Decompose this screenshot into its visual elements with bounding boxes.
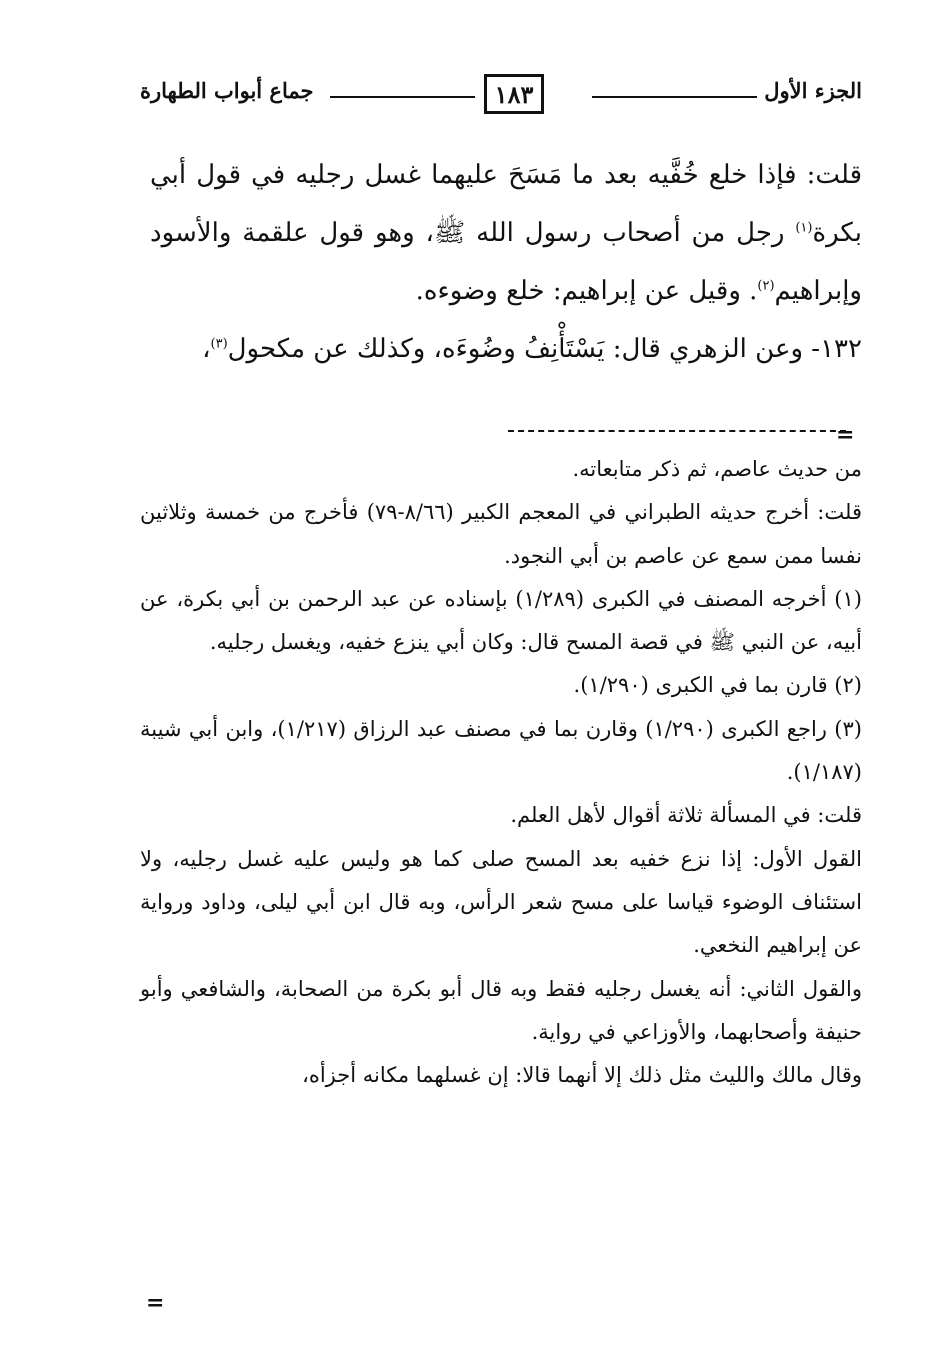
footnote-opinion-1: القول الأول: إذا نزع خفيه بعد المسح صلى كما هو وليس عليه غسل رجليه، ولا استئناف الوضوء قياسا على مسح شعر الرأس، وبه قال ابن أبي ليلى، وداود ورواية عن إبراهيم النخعي. (140, 846, 862, 958)
footnote-ref-2: (٢) (757, 278, 775, 294)
main-text-segment: والأسود وإبراهيم (150, 218, 862, 306)
footnote-1: (١) أخرجه المصنف في الكبرى (١/٢٨٩) بإسناده عن عبد الرحمن بن أبي بكرة، عن أبيه، عن النبي ﷺ في قصة المسح قال: وكان أبي ينزع خفيه، ويغسل رجليه. (140, 586, 862, 655)
page-number-box (484, 74, 544, 114)
main-text-segment: ، (202, 334, 211, 364)
footnote-ref-1: (١) (795, 220, 813, 236)
page-number: ١٨٣ (494, 79, 534, 109)
volume-label: الجزء الأول (764, 78, 862, 103)
footnote-note-intro: قلت: في المسألة ثلاثة أقوال لأهل العلم. (510, 803, 862, 828)
footnote-continuation: من حديث عاصم، ثم ذكر متابعاته. (572, 457, 862, 481)
continuation-mark-bottom: = (146, 1290, 165, 1316)
footnote-continuation: قلت: أخرج حديثه الطبراني في المعجم الكبير (٨/٦٦-٧٩) فأخرج من خمسة وثلاثين نفسا ممن سمع عن عاصم بن أبي النجود. (140, 500, 862, 568)
main-text (150, 146, 862, 378)
continuation-mark: = (836, 422, 855, 448)
main-text-segment: . وقيل عن إبراهيم: خلع وضوءه. (415, 276, 758, 306)
footnote-3: (٣) راجع الكبرى (١/٢٩٠) وقارن بما في مصنف عبد الرزاق (١/٢١٧)، وابن أبي شيبة (١/١٨٧). (140, 716, 862, 785)
footnote-opinion-3: وقال مالك والليث مثل ذلك إلا أنهما قالا: إن غسلهما مكانه أجزأه، (302, 1063, 862, 1088)
main-text-segment: رجل من أصحاب رسول الله ﷺ، وهو قول علقمة (242, 218, 796, 248)
main-paragraph-2 (150, 320, 862, 378)
main-text-segment: ١٣٢- وعن الزهري قال: يَسْتَأْنِفُ وضُوءَه، وكذلك عن مكحول (227, 334, 862, 364)
footnote-2: (٢) قارن بما في الكبرى (١/٢٩٠). (573, 673, 862, 698)
footnote-ref-3: (٣) (210, 336, 228, 352)
footnote-opinion-2: والقول الثاني: أنه يغسل رجليه فقط وبه قال أبو بكرة من الصحابة، والشافعي وأبو حنيفة وأصحابهما، والأوزاعي في رواية. (140, 976, 862, 1044)
footnote-separator (508, 430, 846, 432)
chapter-title: جماع أبواب الطهارة (140, 78, 314, 103)
header-rule-left (330, 96, 475, 98)
main-text-segment: قلت: فإذا خلع خُفَّيه بعد ما مَسَحَ عليهما غسل رجليه في قول (196, 160, 863, 190)
page-header (140, 72, 862, 120)
header-rule-right (592, 96, 757, 98)
main-text-segment: أبي بكرة (150, 160, 863, 248)
main-paragraph-1 (150, 146, 862, 320)
footnotes (140, 448, 862, 1097)
